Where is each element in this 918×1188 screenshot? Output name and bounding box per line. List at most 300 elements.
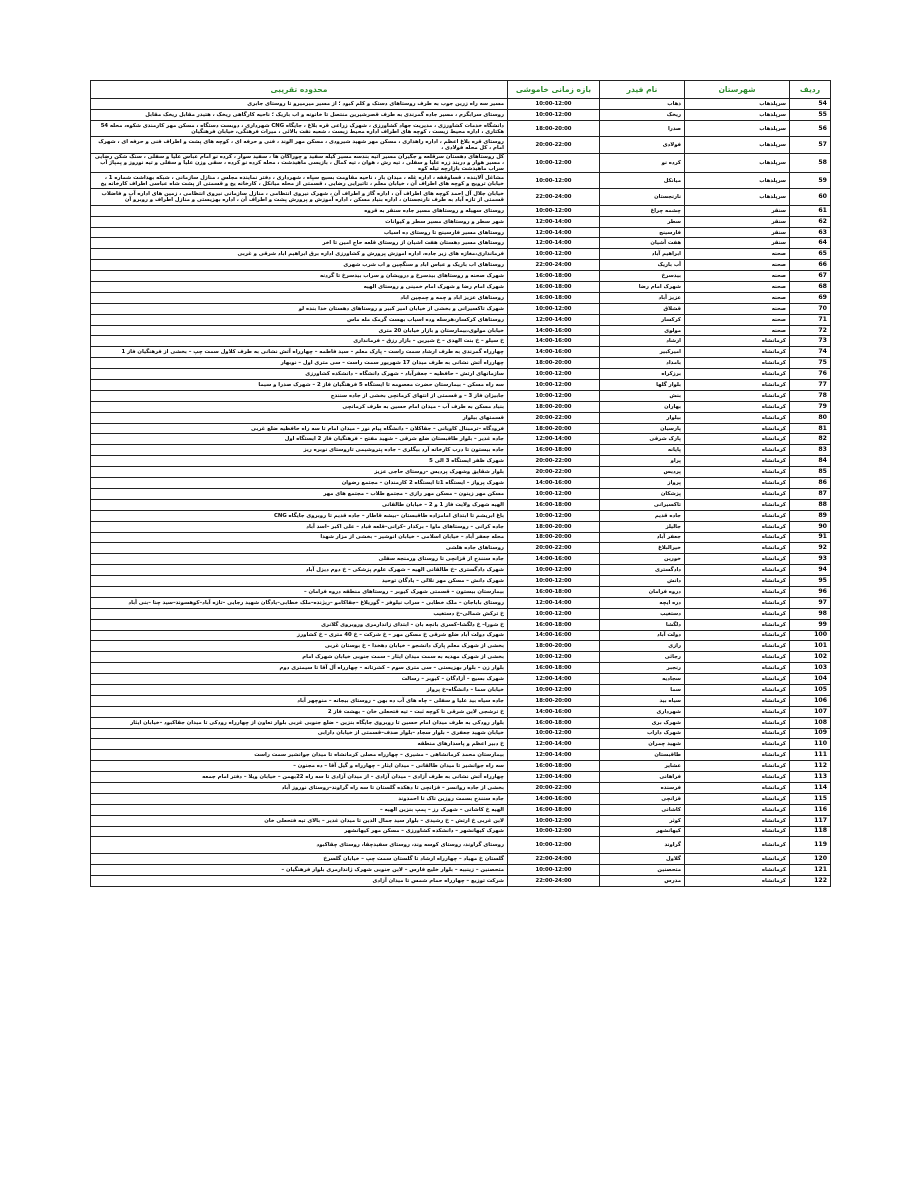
row-number-cell: 73 (790, 336, 831, 347)
row-number-cell: 96 (790, 586, 831, 597)
city-cell: سنقر (685, 205, 790, 216)
approximate-area-cell: جاده سیاه بید علیا و سفلی – چاه های آب ده بهن – روستای بیجانه – منوچهر آباد (91, 695, 508, 706)
row-number-cell: 80 (790, 412, 831, 423)
approximate-area-cell: خ سیلو – خ بنت الهدی – خ شیرین – بازار رزق – فرمانداری (91, 336, 508, 347)
outage-time-cell: 10:00-12:00 (508, 815, 600, 826)
row-number-cell: 117 (790, 815, 831, 826)
city-cell: صحنه (685, 249, 790, 260)
header-row-number: ردیف (790, 81, 831, 99)
row-number-cell: 106 (790, 695, 831, 706)
approximate-area-cell: بلوار شقایق وشهرک پردیس –روستای حاجی عزیز (91, 467, 508, 478)
outage-time-cell: 16:00-18:00 (508, 619, 600, 630)
row-number-cell: 66 (790, 260, 831, 271)
feeder-name-cell: قشلاق (600, 303, 685, 314)
table-row (91, 249, 831, 260)
approximate-area-cell: مشاغل آلاینده ، قساوقفه ، اداره غله ، میدان بار ، ناحیه مقاومت بسیج سپاه ، شهرداری ، دفتر نماینده مجلس ، منازل سازمانی ، شبکه بهداشت شماره 1 ، خیابان ترویج و کوچه های اطراف آن ، خیابان معلم ، تاتیرایی رضایی ، قسمتی از محله میانکل ، کارخانه یخ و قسمتی از پشت شاه عباسی اطراف کارخانه یخ (91, 172, 508, 189)
city-cell: سرپلذهاب (685, 172, 790, 189)
table-row (91, 864, 831, 875)
table-row (91, 619, 831, 630)
table-row (91, 282, 831, 293)
approximate-area-cell: شهرک دولت آباد ضلع شرقی خ مسکن مهر – خ شرکت – خ 40 متری – خ کشاورز (91, 630, 508, 641)
city-cell: کرمانشاه (685, 630, 790, 641)
outage-time-cell: 18:00-20:00 (508, 532, 600, 543)
approximate-area-cell: جاده سنندج از قزانچی تا روستای ورمنجه سفلی (91, 554, 508, 565)
outage-time-cell: 10:00-12:00 (508, 380, 600, 391)
row-number-cell: 74 (790, 347, 831, 358)
city-cell: کرمانشاه (685, 521, 790, 532)
table-row (91, 205, 831, 216)
approximate-area-cell: خ ترکش شمالی–خ دستغیب (91, 608, 508, 619)
city-cell: کرمانشاه (685, 390, 790, 401)
table-row (91, 586, 831, 597)
city-cell: کرمانشاه (685, 815, 790, 826)
feeder-name-cell: امیرکبیر (600, 347, 685, 358)
outage-time-cell: 12:00-14:00 (508, 314, 600, 325)
feeder-name-cell: طاقبستان (600, 750, 685, 761)
approximate-area-cell: روستاهای مسیر فارسینج تا روستای ده اسیاب (91, 227, 508, 238)
approximate-area-cell: بیمارستان محمد کرمانشاهی – مشیری – چهارراه مصلی کرمانشاه تا میدان جوانشیر سمت راست (91, 750, 508, 761)
row-number-cell: 60 (790, 189, 831, 206)
table-row (91, 445, 831, 456)
table-row (91, 358, 831, 369)
city-cell: کرمانشاه (685, 380, 790, 391)
outage-time-cell: 10:00-12:00 (508, 369, 600, 380)
city-cell: صحنه (685, 292, 790, 303)
table-row (91, 782, 831, 793)
city-cell: کرمانشاه (685, 434, 790, 445)
city-cell: کرمانشاه (685, 423, 790, 434)
approximate-area-cell: کل روستاهای دهستان سرقلعه و جگیران مسیر آتیه بندسه مسیر کیله سفید و چوراگان ها ، سفید سوار ، کرده نو امام عباس علیا و سفلی ، سنگ شکن رضایی ، مسیر هوار و دربند زره علیا و سفلی ، تیه رش ، هوان ، تیه کمال ، بازیسی ماهیدشت ، محله کرده نو کرده ، سقی وزن علیا و سفلی و تیه نوروز و پمپاژ آب سراب ماهیدشت بازارچه تیله کوه (91, 153, 508, 172)
feeder-name-cell: ارشاد (600, 336, 685, 347)
feeder-name-cell: پراو (600, 456, 685, 467)
feeder-name-cell: هفت آشیان (600, 238, 685, 249)
feeder-name-cell: پارک شرقی (600, 434, 685, 445)
table-row (91, 853, 831, 864)
row-number-cell: 113 (790, 772, 831, 783)
feeder-name-cell: سجادیه (600, 674, 685, 685)
feeder-name-cell: تاکسیرانی (600, 499, 685, 510)
city-cell: کرمانشاه (685, 652, 790, 663)
approximate-area-cell: شهر سطر و روستاهای مسیر سطر و کیوانات (91, 216, 508, 227)
approximate-area-cell: شهرک امام رضا و شهرک امام خمینی و روستای الهیه (91, 282, 508, 293)
city-cell: کرمانشاه (685, 663, 790, 674)
city-cell: کرمانشاه (685, 543, 790, 554)
outage-time-cell: 10:00-12:00 (508, 728, 600, 739)
row-number-cell: 79 (790, 401, 831, 412)
table-row (91, 99, 831, 110)
outage-time-cell: 16:00-18:00 (508, 804, 600, 815)
table-row (91, 434, 831, 445)
approximate-area-cell: شهرک بسیج – آزادگان – کیوبر – رسالت (91, 674, 508, 685)
feeder-name-cell: شهرک امام رضا (600, 282, 685, 293)
outage-time-cell: 10:00-12:00 (508, 109, 600, 120)
outage-time-cell: 16:00-18:00 (508, 499, 600, 510)
row-number-cell: 98 (790, 608, 831, 619)
feeder-name-cell: آب باریک (600, 260, 685, 271)
approximate-area-cell: شهرک ظفر ایستگاه 3 الی 5 (91, 456, 508, 467)
approximate-area-cell: لاین غربی خ ارتش – خ رشیدی – بلوار سید جمال الدین تا میدان غدیر – بالای تیه فتحعلی خان (91, 815, 508, 826)
outage-time-cell: 20:00-22:00 (508, 456, 600, 467)
table-row (91, 478, 831, 489)
feeder-name-cell: شهید چمران (600, 739, 685, 750)
outage-time-cell: 20:00-22:00 (508, 137, 600, 154)
row-number-cell: 70 (790, 303, 831, 314)
outage-time-cell: 12:00-14:00 (508, 216, 600, 227)
feeder-name-cell: کرده نو (600, 153, 685, 172)
approximate-area-cell: روستاهای اب باریک و عباس اباد و سنگچین و اب شرب شهری (91, 260, 508, 271)
row-number-cell: 91 (790, 532, 831, 543)
city-cell: کرمانشاه (685, 554, 790, 565)
row-number-cell: 99 (790, 619, 831, 630)
city-cell: کرمانشاه (685, 488, 790, 499)
feeder-name-cell: قزانچی (600, 793, 685, 804)
row-number-cell: 81 (790, 423, 831, 434)
feeder-name-cell: مولوی (600, 325, 685, 336)
city-cell: کرمانشاه (685, 674, 790, 685)
outage-time-cell: 16:00-18:00 (508, 445, 600, 456)
approximate-area-cell: چهارراه آتش نشانی به طرف آزادی – میدان آزادی – از میدان آزادی تا سه راه 22بهمن – خیابان ویلا – دفتر امام جمعه (91, 772, 508, 783)
table-row (91, 652, 831, 663)
approximate-area-cell: خیابان جلال آل احمد کوچه های اطراف آن ، اداره گاز و اطراف آن ، شهرک نیروی انتظامی ، منازل سازمانی نیروی انتظامی ، زمین های اداره آب و فاضلاب قسمتی از تازه آباد به طرف نارنجستان ، اداره بنیاد مسکن ، اداره آموزش و پرورش پشت و اطراف آن ، اداره بهزیستی و منازل اطراف و روبرو آن (91, 189, 508, 206)
table-row (91, 826, 831, 837)
approximate-area-cell: سه راه جوانشیر تا میدان طالقانی – میدان ایثار – چهارراه و گیل آقا – ده مجنون – (91, 761, 508, 772)
city-cell: کرمانشاه (685, 772, 790, 783)
city-cell: سرپلذهاب (685, 109, 790, 120)
city-cell: کرمانشاه (685, 597, 790, 608)
feeder-name-cell: پارسیان (600, 423, 685, 434)
row-number-cell: 63 (790, 227, 831, 238)
table-row (91, 576, 831, 587)
header-city: شهرستان (685, 81, 790, 99)
approximate-area-cell: دانشگاه خدمات کشاورزی ، مدیریت جهاد کشاورزی ، شهرک زراعی قره بلاغ ، جایگاه CNG شهرداری ، دوبست دستگاه ، مسکن مهر کارمندی شکوه، محله 54 هکتاری ، اداره محیط زیست ، کوچه های اطراف اداره محیط زیست ، شعبه نفت بالائی ، میرات فرهنگی، خیابان فرهنگیان (91, 120, 508, 137)
table-row (91, 467, 831, 478)
table-row (91, 532, 831, 543)
outage-time-cell: 18:00-20:00 (508, 423, 600, 434)
city-cell: کرمانشاه (685, 576, 790, 587)
table-row (91, 663, 831, 674)
table-row (91, 837, 831, 854)
table-row (91, 875, 831, 886)
outage-time-cell: 10:00-12:00 (508, 153, 600, 172)
city-cell: کرمانشاه (685, 804, 790, 815)
approximate-area-cell: بیمارستان بیستون – قسمتی شهرک کیوبر – روستاهای منطقه دروه فرامان – (91, 586, 508, 597)
city-cell: کرمانشاه (685, 717, 790, 728)
table-row (91, 739, 831, 750)
row-number-cell: 54 (790, 99, 831, 110)
feeder-name-cell: ابراهیم آباد (600, 249, 685, 260)
outage-time-cell: 10:00-12:00 (508, 205, 600, 216)
approximate-area-cell: مسیر سه راه زرین جوب به طرف روستاهای دستک و کلم کبود ؛ از مسیر میرمیرو تا روستای جابری (91, 99, 508, 110)
feeder-name-cell: دولت آباد (600, 630, 685, 641)
approximate-area-cell: شهرک کیهانشهر – دانشکده کشاورزی – مسکن مهر کیهانشهر (91, 826, 508, 837)
feeder-name-cell: خورین (600, 554, 685, 565)
table-row (91, 423, 831, 434)
feeder-name-cell: گراوند (600, 837, 685, 854)
row-number-cell: 67 (790, 271, 831, 282)
outage-time-cell: 14:00-16:00 (508, 478, 600, 489)
header-outage-time: بازه زمانی خاموشی (508, 81, 600, 99)
approximate-area-cell: جاده غدیر – بلوار طاقبستان ضلع شرقی – شهید مفتح – فرهنگیان فاز 2 ایستگاه اول (91, 434, 508, 445)
outage-time-cell: 14:00-16:00 (508, 336, 600, 347)
table-body (91, 99, 831, 887)
row-number-cell: 59 (790, 172, 831, 189)
city-cell: کرمانشاه (685, 782, 790, 793)
table-row (91, 684, 831, 695)
city-cell: کرمانشاه (685, 728, 790, 739)
row-number-cell: 75 (790, 358, 831, 369)
feeder-name-cell: فراهانی (600, 772, 685, 783)
city-cell: صحنه (685, 282, 790, 293)
row-number-cell: 69 (790, 292, 831, 303)
table-row (91, 815, 831, 826)
outage-time-cell: 14:00-16:00 (508, 706, 600, 717)
feeder-name-cell: ریخک (600, 109, 685, 120)
outage-time-cell: 12:00-14:00 (508, 227, 600, 238)
feeder-name-cell: دره ایچه (600, 597, 685, 608)
feeder-name-cell: دادگستری (600, 565, 685, 576)
row-number-cell: 114 (790, 782, 831, 793)
row-number-cell: 100 (790, 630, 831, 641)
approximate-area-cell: چهارراه گمرندی به طرف ارشاد سمت راست – پارک معلم – سید فاطمه – چهارراه آتش نشانی به طرف کلاول سمت چپ – بخشی از فرهنگیان فاز 1 (91, 347, 508, 358)
table-row (91, 510, 831, 521)
city-cell: کرمانشاه (685, 456, 790, 467)
feeder-name-cell: دستغیب (600, 608, 685, 619)
city-cell: کرمانشاه (685, 510, 790, 521)
table-row (91, 336, 831, 347)
outage-time-cell: 10:00-12:00 (508, 488, 600, 499)
row-number-cell: 87 (790, 488, 831, 499)
table-row (91, 543, 831, 554)
outage-time-cell: 18:00-20:00 (508, 120, 600, 137)
outage-time-cell: 10:00-12:00 (508, 684, 600, 695)
outage-time-cell: 12:00-14:00 (508, 434, 600, 445)
table-row (91, 303, 831, 314)
outage-time-cell: 16:00-18:00 (508, 761, 600, 772)
approximate-area-cell: محله جعفر آباد – خیابان اسلامی – خیابان انوشیر – بخشی از مزار شهدا (91, 532, 508, 543)
feeder-name-cell: بلوار گلها (600, 380, 685, 391)
table-row (91, 488, 831, 499)
feeder-name-cell: دلگشا (600, 619, 685, 630)
city-cell: کرمانشاه (685, 695, 790, 706)
header-approximate-area: محدوده تقریبی (91, 81, 508, 99)
outage-time-cell: 14:00-16:00 (508, 793, 600, 804)
table-row (91, 292, 831, 303)
feeder-name-cell: رجائی (600, 652, 685, 663)
approximate-area-cell: روستای باباجان – ملک خطابی – سراب نیلوفر – گوریلاغ –جقاکامو –ریژنده–ملک خطابی–یادگان شهید رجایی –تازه آباد–کوهسوند–سید چنا –بنی آباد (91, 597, 508, 608)
city-cell: کرمانشاه (685, 875, 790, 886)
approximate-area-cell: گلستان خ مهیاد – چهارراه ارشاد تا گلستان سمت چپ – خیابان گلسرخ (91, 853, 508, 864)
table-row (91, 260, 831, 271)
outage-time-cell: 22:00-24:00 (508, 189, 600, 206)
approximate-area-cell: روستاهای عزیز اباد و چمه و چمچین اباد (91, 292, 508, 303)
feeder-name-cell: پردیس (600, 467, 685, 478)
table-row (91, 238, 831, 249)
outage-time-cell: 12:00-14:00 (508, 238, 600, 249)
row-number-cell: 95 (790, 576, 831, 587)
approximate-area-cell: خ دبیر اعظم و پاسدارهای منطقه (91, 739, 508, 750)
feeder-name-cell: بامداد (600, 358, 685, 369)
outage-time-cell: 10:00-12:00 (508, 303, 600, 314)
table-row (91, 641, 831, 652)
table-row (91, 314, 831, 325)
approximate-area-cell: بخشی از شهرک معلم پارک دانشجو – خیابان دهخدا – خ بوستان غربی (91, 641, 508, 652)
row-number-cell: 121 (790, 864, 831, 875)
row-number-cell: 65 (790, 249, 831, 260)
city-cell: سرپلذهاب (685, 99, 790, 110)
row-number-cell: 120 (790, 853, 831, 864)
approximate-area-cell: متحصنین – زینبیه – بلوار خلیج فارس – لاین جنوبی شهرک ژاندارمری بلوار فرهنگیان – (91, 864, 508, 875)
feeder-name-cell: متحصنین (600, 864, 685, 875)
city-cell: کرمانشاه (685, 532, 790, 543)
row-number-cell: 102 (790, 652, 831, 663)
row-number-cell: 85 (790, 467, 831, 478)
feeder-name-cell: شهرک داراب (600, 728, 685, 739)
outage-time-cell: 18:00-20:00 (508, 641, 600, 652)
feeder-name-cell: بنش (600, 390, 685, 401)
outage-time-cell: 10:00-12:00 (508, 837, 600, 854)
city-cell: کرمانشاه (685, 608, 790, 619)
outage-schedule-sheet (90, 80, 830, 887)
city-cell: کرمانشاه (685, 641, 790, 652)
approximate-area-cell: قسمتهای بیلوار (91, 412, 508, 423)
row-number-cell: 105 (790, 684, 831, 695)
table-row (91, 137, 831, 154)
row-number-cell: 64 (790, 238, 831, 249)
outage-time-cell: 10:00-12:00 (508, 172, 600, 189)
feeder-name-cell: کوثر (600, 815, 685, 826)
table-row (91, 412, 831, 423)
row-number-cell: 101 (790, 641, 831, 652)
feeder-name-cell: فرسنده (600, 782, 685, 793)
feeder-name-cell: بیلوار (600, 412, 685, 423)
outage-time-cell: 16:00-18:00 (508, 663, 600, 674)
city-cell: سنقر (685, 227, 790, 238)
outage-time-cell: 18:00-20:00 (508, 401, 600, 412)
city-cell: کرمانشاه (685, 864, 790, 875)
table-row (91, 120, 831, 137)
outage-time-cell: 22:00-24:00 (508, 875, 600, 886)
approximate-area-cell: روستاهای جاده هلشی (91, 543, 508, 554)
city-cell: کرمانشاه (685, 619, 790, 630)
row-number-cell: 68 (790, 282, 831, 293)
row-number-cell: 78 (790, 390, 831, 401)
table-row (91, 271, 831, 282)
city-cell: کرمانشاه (685, 412, 790, 423)
city-cell: کرمانشاه (685, 401, 790, 412)
outage-time-cell: 10:00-12:00 (508, 249, 600, 260)
approximate-area-cell: روستای گراوند، روستای کوسه وند، روستای سفیدچقا، روستای چقاکبود (91, 837, 508, 854)
row-number-cell: 83 (790, 445, 831, 456)
row-number-cell: 108 (790, 717, 831, 728)
table-row (91, 608, 831, 619)
table-row (91, 499, 831, 510)
row-number-cell: 93 (790, 554, 831, 565)
city-cell: کرمانشاه (685, 793, 790, 804)
feeder-name-cell: فارسینج (600, 227, 685, 238)
feeder-name-cell: بیدسرخ (600, 271, 685, 282)
city-cell: سرپلذهاب (685, 189, 790, 206)
outage-time-cell: 14:00-16:00 (508, 630, 600, 641)
outage-time-cell: 18:00-20:00 (508, 358, 600, 369)
feeder-name-cell: شهرداری (600, 706, 685, 717)
city-cell: سرپلذهاب (685, 137, 790, 154)
outage-time-cell: 16:00-18:00 (508, 282, 600, 293)
feeder-name-cell: کرکسار (600, 314, 685, 325)
city-cell: سنقر (685, 238, 790, 249)
outage-time-cell: 16:00-18:00 (508, 292, 600, 303)
table-header-row (91, 81, 831, 99)
feeder-name-cell: بهاران (600, 401, 685, 412)
outage-time-cell: 12:00-14:00 (508, 750, 600, 761)
city-cell: کرمانشاه (685, 826, 790, 837)
approximate-area-cell: بلوار رودکی به طرف میدان امام حسین تا روبروی جایگاه بنزین – ضلع جنوبی غربی بلوار تعاون از چهارراه رودکی تا میدان جقاکبود –خیابان ایثار (91, 717, 508, 728)
outage-time-cell: 14:00-16:00 (508, 325, 600, 336)
outage-schedule-table (90, 80, 831, 887)
approximate-area-cell: جاده بیستون تا درب کارخانه آرد بیگلری – جاده پتروشیمی تاروستای نوبره ریز (91, 445, 508, 456)
approximate-area-cell: خیابان سما – دانشگاه–خ پرواز (91, 684, 508, 695)
city-cell: کرمانشاه (685, 336, 790, 347)
row-number-cell: 86 (790, 478, 831, 489)
feeder-name-cell: ذهاب (600, 99, 685, 110)
feeder-name-cell: صدرا (600, 120, 685, 137)
row-number-cell: 71 (790, 314, 831, 325)
table-row (91, 750, 831, 761)
outage-time-cell: 10:00-12:00 (508, 864, 600, 875)
table-row (91, 521, 831, 532)
feeder-name-cell: کاشانی (600, 804, 685, 815)
table-row (91, 565, 831, 576)
row-number-cell: 89 (790, 510, 831, 521)
city-cell: کرمانشاه (685, 586, 790, 597)
row-number-cell: 77 (790, 380, 831, 391)
table-row (91, 401, 831, 412)
outage-time-cell: 14:00-16:00 (508, 347, 600, 358)
city-cell: کرمانشاه (685, 706, 790, 717)
approximate-area-cell: فرودگاه –ترمینال کاویانی – جقاکلان – دانشگاه پیام نور – میدان امام تا سه راه حافظیه ضلع غربی (91, 423, 508, 434)
row-number-cell: 82 (790, 434, 831, 445)
row-number-cell: 118 (790, 826, 831, 837)
outage-time-cell: 12:00-14:00 (508, 772, 600, 783)
approximate-area-cell: روستاهای مسیر دهستان هفت اشیان از روستای قلعه حاج امین تا اخر (91, 238, 508, 249)
table-row (91, 227, 831, 238)
approximate-area-cell: الهیه خ کاشانی – شهرک رز – پمپ بنزین الهیه – (91, 804, 508, 815)
outage-time-cell: 20:00-22:00 (508, 467, 600, 478)
outage-time-cell: 10:00-12:00 (508, 565, 600, 576)
row-number-cell: 115 (790, 793, 831, 804)
feeder-name-cell: دانش (600, 576, 685, 587)
city-cell: صحنه (685, 325, 790, 336)
table-row (91, 554, 831, 565)
city-cell: کرمانشاه (685, 347, 790, 358)
approximate-area-cell: خیابان شهید جعفری – بلوار سجاد –بلوار صدف–قسمتی از خیابان دارابی (91, 728, 508, 739)
approximate-area-cell: بلوار زن – بلوار بهزیستی – سی متری سوم – کشرتانه – چهارراه آل آقا تا سیمتری دوم (91, 663, 508, 674)
table-row (91, 109, 831, 120)
city-cell: صحنه (685, 314, 790, 325)
feeder-name-cell: مدرس (600, 875, 685, 886)
table-row (91, 597, 831, 608)
approximate-area-cell: خیابان مولوی،بیمارستان و بازار خیابان 20 متری (91, 325, 508, 336)
approximate-area-cell: بنیاد مسکن به طرف آب – میدان امام حسین به طرف کرمانچی (91, 401, 508, 412)
outage-time-cell: 22:00-24:00 (508, 853, 600, 864)
outage-time-cell: 10:00-12:00 (508, 99, 600, 110)
outage-time-cell: 22:00-24:00 (508, 260, 600, 271)
row-number-cell: 97 (790, 597, 831, 608)
row-number-cell: 109 (790, 728, 831, 739)
city-cell: سرپلذهاب (685, 153, 790, 172)
feeder-name-cell: رنجبر (600, 663, 685, 674)
table-row (91, 380, 831, 391)
city-cell: کرمانشاه (685, 750, 790, 761)
